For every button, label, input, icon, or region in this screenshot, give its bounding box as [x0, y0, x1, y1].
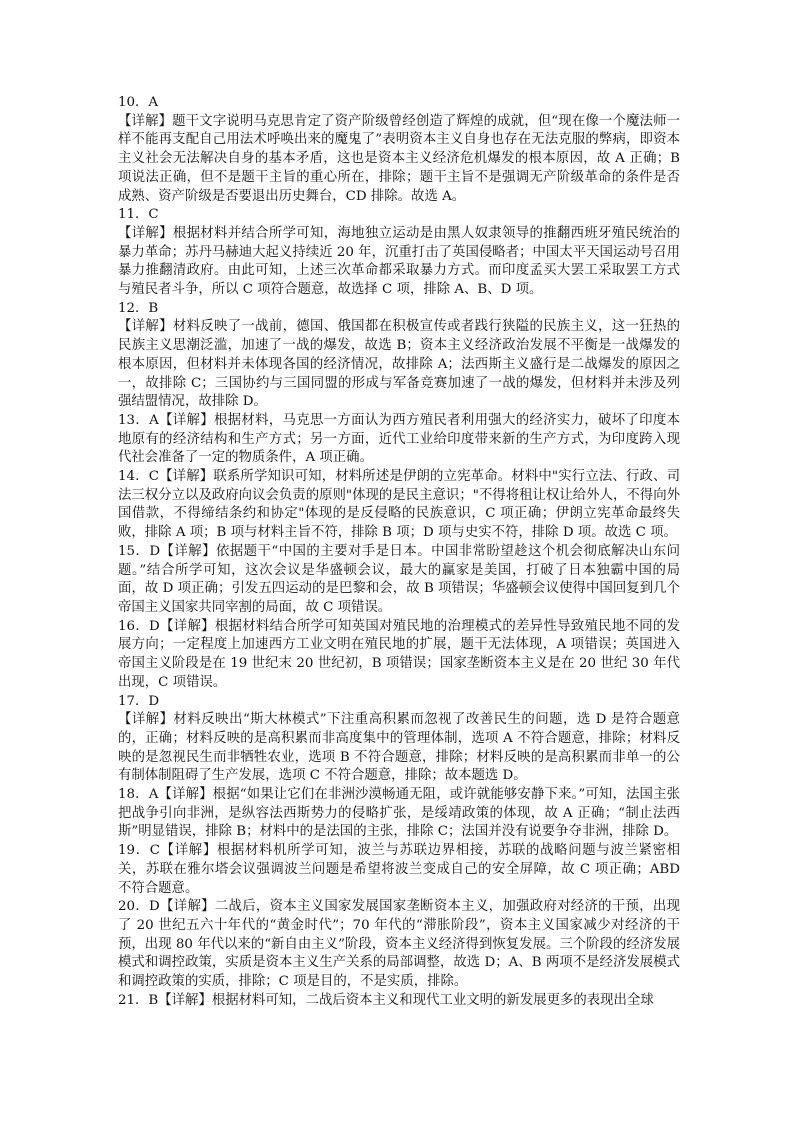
answer-10-explanation: 【详解】题干文字说明马克思肯定了资产阶级曾经创造了辉煌的成就，但“现在像一个魔法师一样不能再支配自己用法术呼唤出来的魔鬼了”表明资本主义自身也存在无法克服的弊病，即资本主义社会无法解决自身的基本矛盾，这也是资本主义经济危机爆发的根本原因，故 A 正确；B 项说法正确，但不是题干主旨的重心所在，排除；题干主旨不是强调无产阶级革命的条件是否成熟、资产阶级是否要退出历史舞台，CD 排除。故选 A。	[118, 113, 680, 204]
answer-16: 16．D【详解】根据材料结合所学可知英国对殖民地的治理模式的差异性导致殖民地不同的发展方向；一定程度上加速西方工业文明在殖民地的扩展，题干无法体现，A 项错误；英国进入帝国主义阶段是在 19 世纪末 20 世纪初，B 项错误；国家垄断资本主义是在 20 世纪 30 年代出现，C 项错误。	[118, 618, 680, 690]
answer-15: 15．D【详解】依据题干“中国的主要对手是日本。中国非常盼望趁这个机会彻底解决山东问题。”结合所学可知，这次会议是华盛顿会议，最大的赢家是美国，打破了日本独霸中国的局面，故 D 项正确；引发五四运动的是巴黎和会，故 B 项错误；华盛顿会议使得中国回复到几个帝国主义国家共同宰割的局面，故 C 项错误。	[118, 543, 680, 615]
answer-explanations-page	[118, 94, 680, 1010]
answer-21: 21．B【详解】根据材料可知，二战后资本主义和现代工业文明的新发展更多的表现出全球	[118, 992, 654, 1008]
answer-13: 13．A【详解】根据材料，马克思一方面认为西方殖民者利用强大的经济实力，破坏了印度本地原有的经济结构和生产方式；另一方面，近代工业给印度带来新的生产方式，为印度跨入现代社会准备了一定的物质条件，A 项正确。	[118, 412, 680, 466]
answer-12-explanation: 【详解】材料反映了一战前，德国、俄国都在积极宣传或者践行狭隘的民族主义，这一狂热的民族主义思潮泛滥，加速了一战的爆发，故选 B；资本主义经济政治发展不平衡是一战爆发的根本原因，但材料并未体现各国的经济情况，故排除 A；法西斯主义盛行是二战爆发的原因之一，故排除 C；三国协约与三国同盟的形成与军备竞赛加速了一战的爆发，但材料并未涉及列强结盟情况，故排除 D。	[118, 319, 680, 410]
answer-20: 20．D【详解】二战后，资本主义国家发展国家垄断资本主义，加强政府对经济的干预，出现了 20 世纪五六十年代的“黄金时代”；70 年代的“滞胀阶段”，资本主义国家减少对经济的干预，出现 80 年代以来的“新自由主义”阶段，资本主义经济得到恢复发展。三个阶段的经济发展模式和调控政策，实质是资本主义生产关系的局部调整，故选 D；A、B 两项不是经济发展模式和调控政策的实质，排除；C 项是目的，不是实质，排除。	[118, 899, 680, 990]
answer-11-explanation: 【详解】根据材料并结合所学可知，海地独立运动是由黑人奴隶领导的推翻西班牙殖民统治的暴力革命；苏丹马赫迪大起义持续近 20 年，沉重打击了英国侵略者；中国太平天国运动号召用暴力推翻清政府。由此可知，上述三次革命都采取暴力方式。而印度孟买大罢工采取罢工方式与殖民者斗争，所以 C 项符合题意，故选择 C 项，排除 A、B、D 项。	[118, 225, 680, 298]
answer-14: 14．C【详解】联系所学知识可知，材料所述是伊朗的立宪革命。材料中"实行立法、行政、司法三权分立以及政府向议会负责的原则"体现的是民主意识；"不得将租让权让给外人，不得向外国借款，不得缔结条约和协定"体现的是反侵略的民族意识，C 项正确；伊朗立宪革命最终失败，排除 A 项；B 项与材料主旨不符，排除 B 项；D 项与史实不符，排除 D 项。故选 C 项。	[118, 469, 680, 541]
answer-18: 18．A【详解】根据“如果让它们在非洲沙漠畅通无阻，或许就能够安静下来。”可知，法国主张把战争引向非洲，是纵容法西斯势力的侵略扩张，是绥靖政策的体现，故 A 正确；“制止法西斯”明显错误，排除 B；材料中的是法国的主张，排除 C；法国并没有说要争夺非洲，排除 D。	[118, 787, 680, 840]
answer-19: 19．C【详解】根据材料机所学可知，波兰与苏联边界相接，苏联的战略问题与波兰紧密相关，苏联在雅尔塔会议强调波兰问题是希望将波兰变成自己的安全屏障，故 C 项正确；ABD 不符合题意。	[118, 843, 680, 896]
answer-12-heading: 12．B	[118, 300, 159, 316]
answer-10-heading: 10．A	[118, 95, 159, 110]
answer-17-heading: 17．D	[118, 693, 160, 709]
answer-11-heading: 11．C	[118, 207, 159, 223]
answer-17-explanation: 【详解】材料反映出“斯大林模式”下注重高积累而忽视了改善民生的问题，选 D 是符合题意的，正确；材料反映的是高积累而非高度集中的管理体制，选项 A 不符合题意，排除；材料反映的是忽视民生而非牺牲农业，选项 B 不符合题意，排除；材料反映的是高积累而非单一的公有制体制阻碍了生产发展，选项 C 不符合题意，排除；故本题选 D。	[118, 712, 680, 784]
